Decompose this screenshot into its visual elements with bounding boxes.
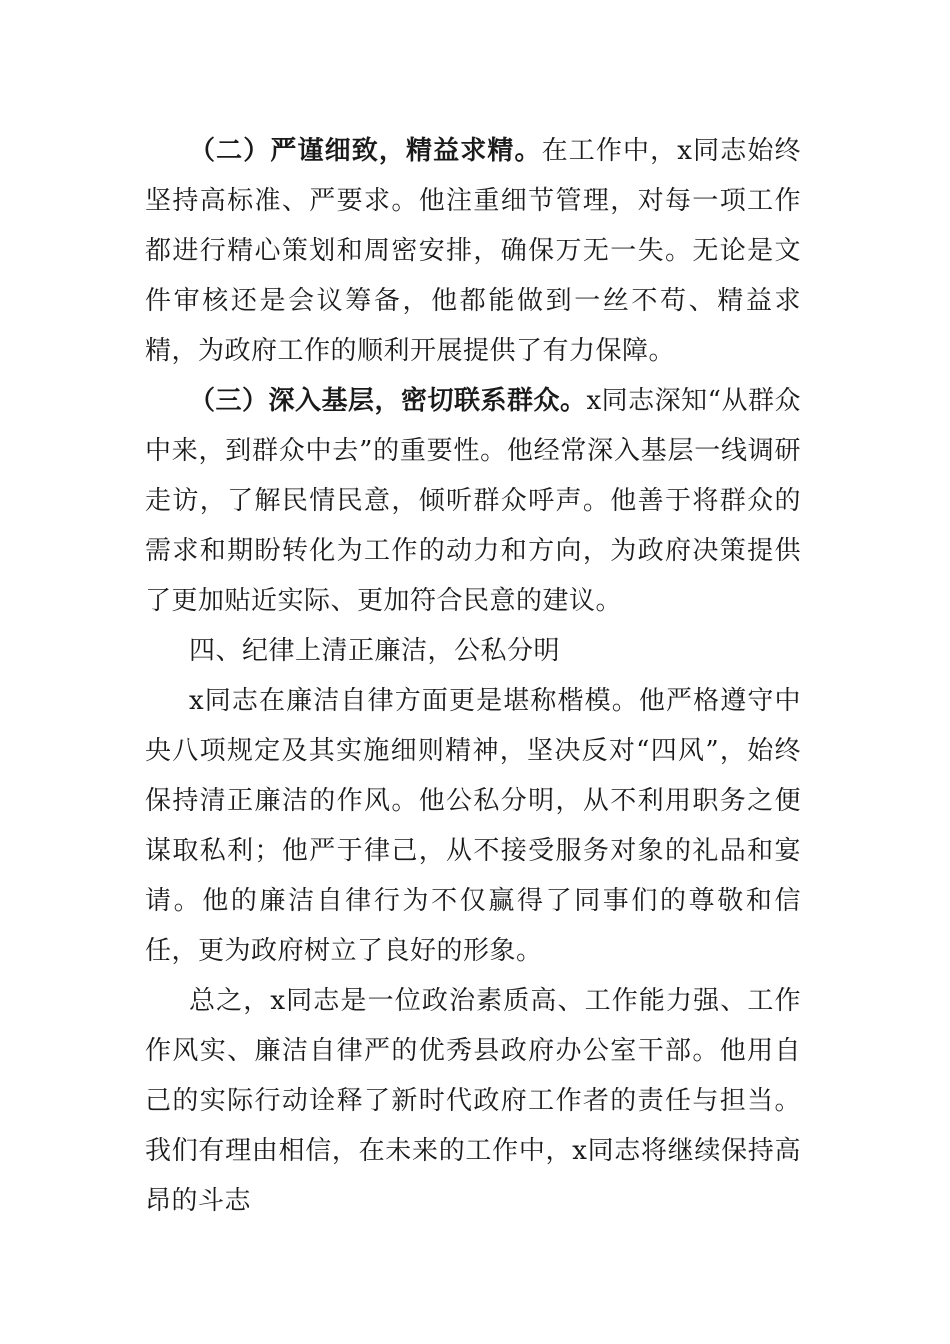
paragraph-section-4 xyxy=(145,676,801,976)
section-2-body: 在工作中，x同志始终坚持高标准、严要求。他注重细节管理，对每一项工作都进行精心策划和周密安排，确保万无一失。无论是文件审核还是会议筹备，他都能做到一丝不苟、精益求精，为政府工作的顺利开展提供了有力保障。 xyxy=(145,136,801,366)
section-4-heading-text: 四、纪律上清正廉洁，公私分明 xyxy=(189,636,561,666)
document-page xyxy=(145,126,801,1226)
paragraph-conclusion xyxy=(145,976,801,1226)
section-3-body: x同志深知“从群众中来，到群众中去”的重要性。他经常深入基层一线调研走访，了解民情民意，倾听群众呼声。他善于将群众的需求和期盼转化为工作的动力和方向，为政府决策提供了更加贴近实际、更加符合民意的建议。 xyxy=(145,386,801,616)
paragraph-section-2 xyxy=(145,126,801,376)
paragraph-section-3 xyxy=(145,376,801,626)
conclusion-body: 总之，x同志是一位政治素质高、工作能力强、工作作风实、廉洁自律严的优秀县政府办公室干部。他用自己的实际行动诠释了新时代政府工作者的责任与担当。我们有理由相信，在未来的工作中，x同志将继续保持高昂的斗志 xyxy=(145,986,801,1216)
heading-section-4 xyxy=(145,626,801,676)
section-3-heading: （三）深入基层，密切联系群众。 xyxy=(189,386,587,416)
section-2-heading: （二）严谨细致，精益求精。 xyxy=(189,136,542,166)
section-4-body: x同志在廉洁自律方面更是堪称楷模。他严格遵守中央八项规定及其实施细则精神，坚决反对“四风”，始终保持清正廉洁的作风。他公私分明，从不利用职务之便谋取私利；他严于律己，从不接受服务对象的礼品和宴请。他的廉洁自律行为不仅赢得了同事们的尊敬和信任，更为政府树立了良好的形象。 xyxy=(145,686,801,966)
